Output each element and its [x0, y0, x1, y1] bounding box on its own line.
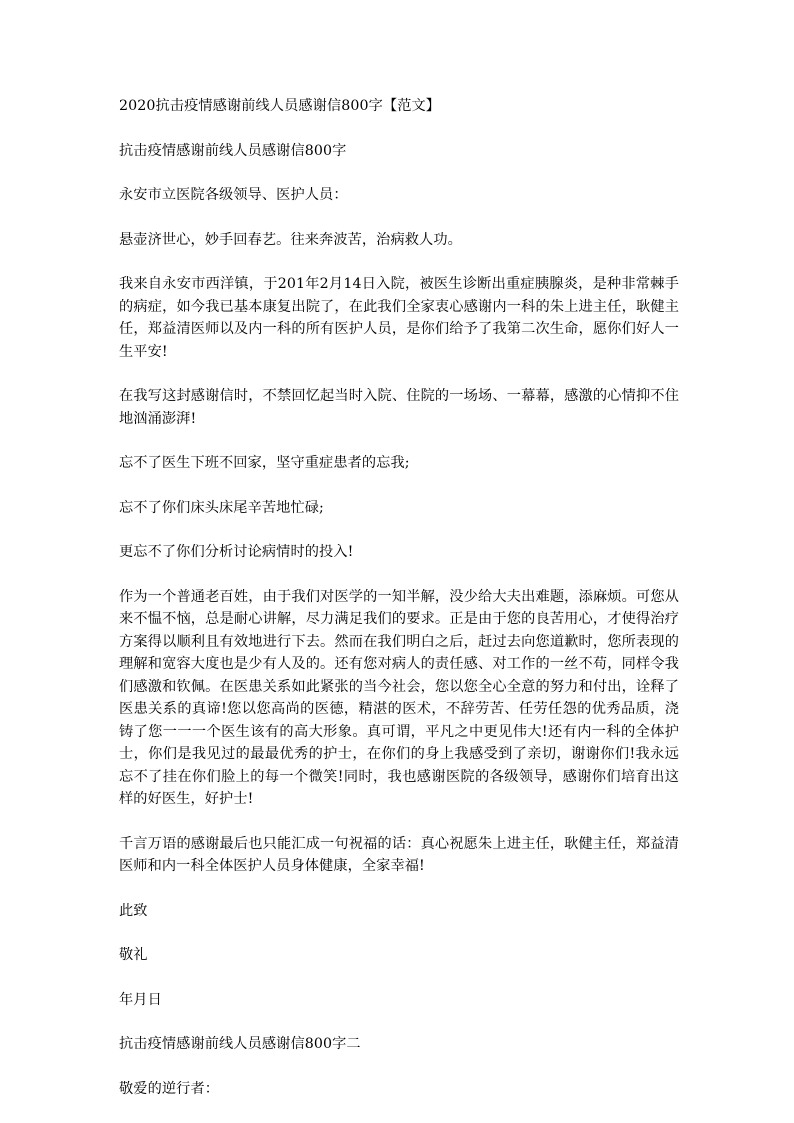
paragraph-memory: 在我写这封感谢信时，不禁回忆起当时入院、住院的一场场、一幕幕，感激的心情抑不住地汹涌澎湃!: [119, 388, 679, 427]
date-line: 年月日: [119, 991, 162, 1008]
closing-cizhi: 此致: [119, 902, 148, 919]
paragraph-poem: 悬壶济世心，妙手回春艺。往来奔波苦，治病救人功。: [119, 231, 462, 248]
salutation: 永安市立医院各级领导、医护人员：: [119, 187, 348, 203]
paragraph-main: 作为一个普通老百姓，由于我们对医学的一知半解，没少给大夫出难题，添麻烦。可您从来不愠不恼，总是耐心讲解，尽力满足我们的要求。正是由于您的良苦用心，才使得治疗方案得以顺利且有效地进行下去。然而在我们明白之后，赶过去向您道歉时，您所表现的理解和宽容大度也是少有人及的。还有您对病人的责任感、对工作的一丝不苟，同样令我们感激和钦佩。在医患关系如此紧张的当今社会，您以您全心全意的努力和付出，诠释了医患关系的真谛!您以您高尚的医德，精湛的医术，不辞劳苦、任劳任怨的优秀品质，浇铸了您一一一个医生该有的高大形象。真可谓，平凡之中更见伟大!还有内一科的全体护士，你们是我见过的最最优秀的护士，在你们的身上我感受到了亲切，谢谢你们!我永远忘不了挂在你们脸上的每一个微笑!同时，我也感谢医院的各级领导，感谢你们培育出这样的好医生，好护士!: [119, 588, 679, 807]
document-subheading: 抗击疫情感谢前线人员感谢信800字: [119, 142, 347, 159]
paragraph-line-3: 更忘不了你们分析讨论病情时的投入!: [119, 544, 354, 560]
second-heading: 抗击疫情感谢前线人员感谢信800字二: [119, 1036, 361, 1052]
document-heading: 2020抗击疫情感谢前线人员感谢信800字【范文】: [119, 98, 441, 114]
second-salutation: 敬爱的逆行者：: [119, 1080, 220, 1097]
paragraph-line-1: 忘不了医生下班不回家，坚守重症患者的忘我;: [119, 455, 410, 471]
closing-jingli: 敬礼: [119, 947, 148, 963]
document-body: [119, 95, 679, 1122]
paragraph-blessing: 千言万语的感谢最后也只能汇成一句祝福的话：真心祝愿朱上进主任，耿健主任，郑益清医师和内一科全体医护人员身体健康，全家幸福!: [119, 835, 679, 874]
paragraph-intro: 我来自永安市西洋镇，于201年2月14日入院，被医生诊断出重症胰腺炎，是种非常棘手的病症，如今我已基本康复出院了，在此我们全家衷心感谢内一科的朱上进主任，耿健主任，郑益清医师以及内一科的所有医护人员，是你们给予了我第二次生命，愿你们好人一生平安!: [119, 276, 679, 360]
paragraph-line-2: 忘不了你们床头床尾辛苦地忙碌;: [119, 499, 324, 516]
